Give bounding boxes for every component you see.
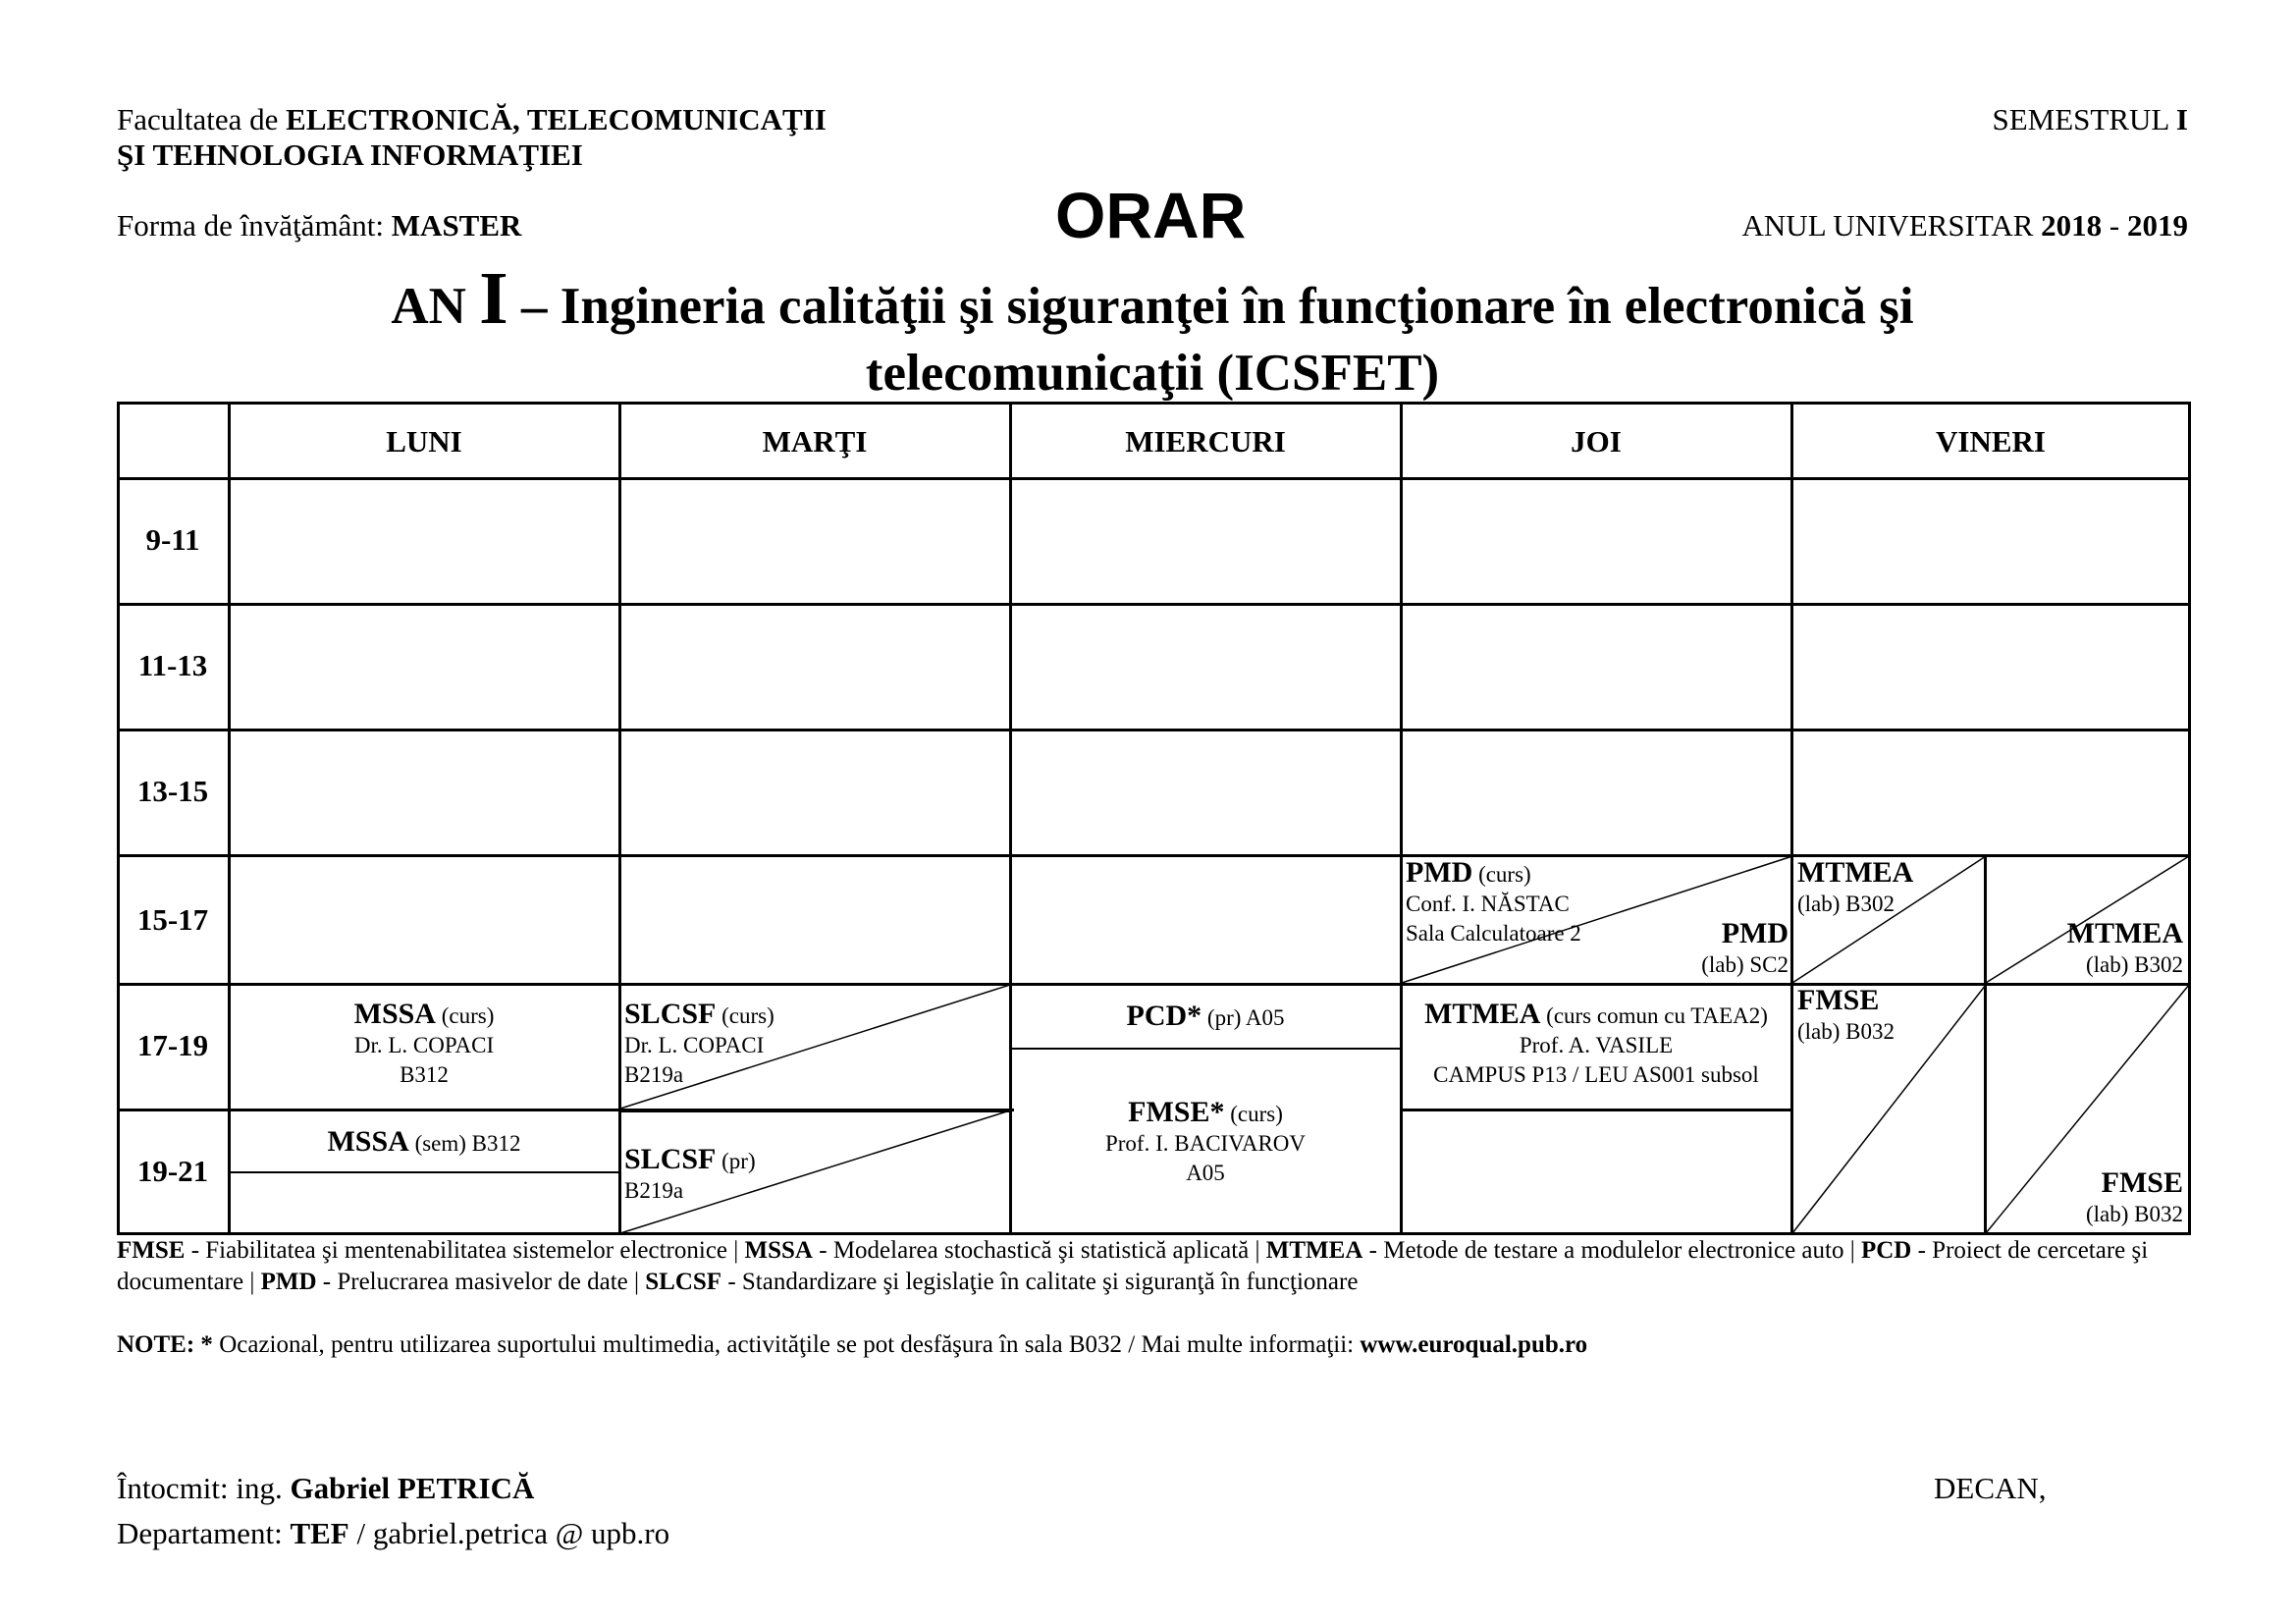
author-label: Întocmit: ing. bbox=[117, 1471, 291, 1505]
faculty-name-line1: ELECTRONICĂ, TELECOMUNICAŢII bbox=[286, 102, 827, 136]
time-9-11: 9-11 bbox=[145, 522, 200, 557]
legend-abbr: MSSA bbox=[744, 1237, 813, 1264]
legend-abbr: PCD bbox=[1860, 1237, 1912, 1264]
vineri-mtmea-lab-1 bbox=[1797, 858, 1913, 919]
subject-code: FMSE bbox=[1797, 984, 1880, 1016]
dept-value: TEF bbox=[290, 1516, 349, 1550]
joi-pmd-curs bbox=[1406, 858, 1581, 948]
note-label: NOTE: * bbox=[117, 1331, 220, 1358]
prepared-by bbox=[117, 1469, 534, 1508]
subject-code: MTMEA bbox=[1797, 856, 1914, 889]
legend-text: - Metode de testare a modulelor electronice auto | bbox=[1362, 1237, 1861, 1264]
legend-abbr: PMD bbox=[260, 1269, 317, 1295]
time-15-17: 15-17 bbox=[136, 902, 209, 937]
subject-code: FMSE* bbox=[1128, 1096, 1225, 1128]
activity-type: (curs) bbox=[716, 1003, 774, 1028]
year-start: 2018 bbox=[2041, 208, 2103, 243]
legend-text: - Modelarea stochastică şi statistică aplicată | bbox=[813, 1237, 1266, 1264]
subject-code: MTMEA bbox=[1424, 998, 1541, 1030]
semester-value: I bbox=[2175, 102, 2188, 136]
time-11-13: 11-13 bbox=[137, 648, 208, 682]
room: (lab) B302 bbox=[1797, 892, 1896, 916]
day-header-vineri: VINERI bbox=[1936, 424, 2046, 459]
teacher-name: Conf. I. NĂSTAC bbox=[1406, 892, 1570, 916]
year-of-study-value: I bbox=[479, 257, 508, 340]
day-header-luni: LUNI bbox=[386, 424, 462, 459]
subject-code: PMD bbox=[1721, 917, 1789, 949]
legend-abbr: FMSE bbox=[117, 1237, 186, 1264]
legend-abbr: MTMEA bbox=[1265, 1237, 1363, 1264]
subject-code: PCD* bbox=[1126, 1000, 1202, 1032]
activity-type: (curs comun cu TAEA2) bbox=[1540, 1003, 1768, 1028]
legend-text: - Standardizare şi legislaţie în calitate şi siguranţă în funcţionare bbox=[721, 1269, 1359, 1295]
teacher-name: Prof. I. BACIVAROV bbox=[1104, 1131, 1307, 1156]
time-17-19: 17-19 bbox=[136, 1028, 209, 1062]
teacher-name: Dr. L. COPACI bbox=[624, 1033, 765, 1057]
subject-code: FMSE bbox=[2101, 1166, 2183, 1199]
activity-type: (curs) bbox=[1472, 862, 1531, 887]
room: (lab) SC2 bbox=[1701, 952, 1789, 977]
activity-type: (curs) bbox=[435, 1003, 495, 1028]
room: B219a bbox=[624, 1178, 684, 1203]
author-name: Gabriel PETRICĂ bbox=[290, 1471, 535, 1505]
program-name-part1: – Ingineria calităţii şi siguranţei în funcţionare în electronică şi bbox=[507, 278, 1914, 335]
day-header-marti: MARŢI bbox=[762, 424, 868, 459]
subject-code: MSSA bbox=[353, 998, 436, 1030]
dept-label: Departament: bbox=[117, 1516, 291, 1550]
room: A05 bbox=[1186, 1161, 1225, 1185]
room: B219a bbox=[624, 1062, 684, 1087]
day-header-joi: JOI bbox=[1571, 424, 1622, 459]
legend-text: - Fiabilitatea şi mentenabilitatea sistemelor electronice | bbox=[185, 1237, 745, 1264]
activity-type: (pr) A05 bbox=[1201, 1005, 1285, 1030]
subject-code: MTMEA bbox=[2066, 917, 2183, 949]
note-text: Ocazional, pentru utilizarea suportului multimedia, activităţile se pot desfăşura în sala B032 / Mai multe informaţii: bbox=[219, 1331, 1361, 1358]
program-title-line2: telecomunicaţii (ICSFET) bbox=[865, 345, 1440, 402]
teacher-name: Dr. L. COPACI bbox=[353, 1033, 495, 1057]
marti-slcsf-pr bbox=[624, 1145, 756, 1206]
legend-abbr: SLCSF bbox=[645, 1269, 722, 1295]
joi-mtmea-curs bbox=[1401, 1000, 1791, 1090]
activity-type: (sem) B312 bbox=[408, 1131, 521, 1156]
luni-mssa-curs bbox=[229, 1000, 619, 1090]
notes bbox=[117, 1329, 2188, 1361]
form-value: MASTER bbox=[391, 208, 522, 243]
semester-label: SEMESTRUL bbox=[1992, 102, 2176, 136]
vineri-fmse-lab-1 bbox=[1797, 986, 1895, 1047]
activity-type: (curs) bbox=[1224, 1102, 1283, 1126]
dept-email: / gabriel.petrica @ upb.ro bbox=[348, 1516, 670, 1550]
year-separator: - bbox=[2102, 208, 2127, 243]
miercuri-pcd bbox=[1010, 1001, 1401, 1033]
joi-pmd-lab bbox=[1701, 919, 1789, 980]
luni-mssa-sem bbox=[229, 1127, 619, 1159]
subject-code: SLCSF bbox=[624, 1143, 717, 1175]
time-19-21: 19-21 bbox=[136, 1154, 209, 1188]
room: CAMPUS P13 / LEU AS001 subsol bbox=[1433, 1062, 1759, 1087]
page-title: ORAR bbox=[1055, 179, 1247, 251]
marti-slcsf-curs bbox=[624, 1000, 774, 1090]
room: B312 bbox=[400, 1062, 449, 1087]
teacher-name: Prof. A. VASILE bbox=[1519, 1033, 1674, 1057]
legend bbox=[117, 1235, 2188, 1298]
vineri-mtmea-lab-2 bbox=[2067, 919, 2183, 980]
department bbox=[117, 1514, 669, 1553]
legend-text: - Proiect de cercetare şi documentare | bbox=[117, 1237, 2149, 1295]
legend-text: - Prelucrarea masivelor de date | bbox=[316, 1269, 646, 1295]
dean-label: DECAN, bbox=[1934, 1471, 2047, 1505]
miercuri-fmse-curs bbox=[1010, 1098, 1401, 1188]
room: (lab) B032 bbox=[1797, 1019, 1896, 1044]
subject-code: PMD bbox=[1406, 856, 1473, 889]
year-of-study-label: AN bbox=[391, 278, 480, 335]
faculty-prefix: Facultatea de bbox=[117, 102, 287, 136]
time-13-15: 13-15 bbox=[136, 774, 209, 808]
year-end: 2019 bbox=[2127, 208, 2188, 243]
note-link[interactable]: www.euroqual.pub.ro bbox=[1360, 1331, 1588, 1358]
room: (lab) B032 bbox=[2085, 1202, 2183, 1226]
room: Sala Calculatoare 2 bbox=[1406, 921, 1581, 946]
vineri-fmse-lab-2 bbox=[2086, 1168, 2183, 1229]
subject-code: SLCSF bbox=[624, 998, 717, 1030]
form-label: Forma de învăţământ: bbox=[117, 208, 392, 243]
year-label: ANUL UNIVERSITAR bbox=[1741, 208, 2042, 243]
day-header-miercuri: MIERCURI bbox=[1125, 424, 1286, 459]
activity-type: (pr) bbox=[716, 1149, 756, 1173]
room: (lab) B302 bbox=[2085, 952, 2183, 977]
subject-code: MSSA bbox=[327, 1125, 409, 1158]
faculty-name-line2: ŞI TEHNOLOGIA INFORMAŢIEI bbox=[117, 137, 583, 172]
